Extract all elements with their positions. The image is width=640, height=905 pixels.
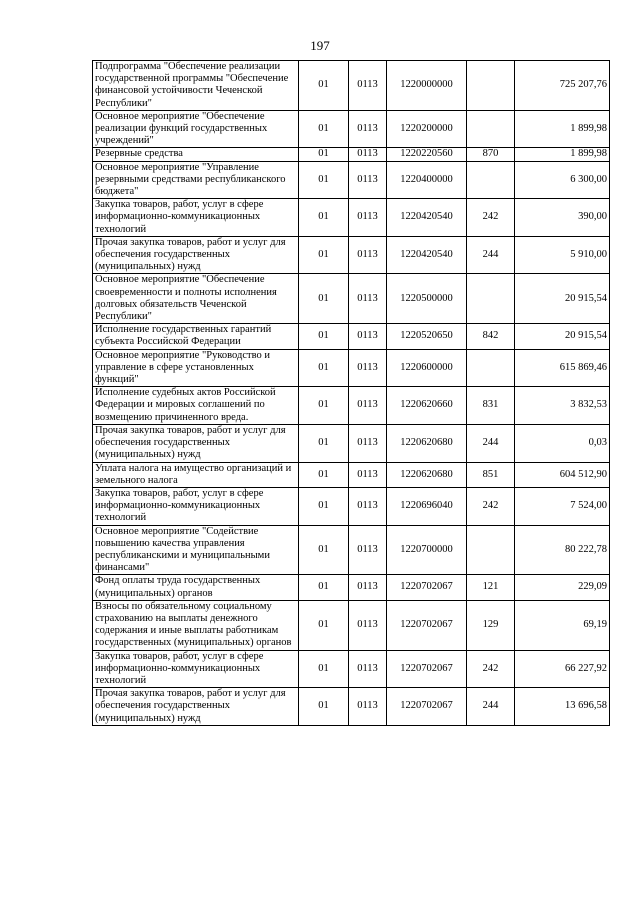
section-code-cell: 01 (299, 324, 349, 349)
table-row (93, 650, 610, 688)
table-row (93, 236, 610, 274)
subsection-code-cell: 0113 (349, 349, 387, 387)
section-code-cell: 01 (299, 487, 349, 525)
section-code-cell: 01 (299, 462, 349, 487)
target-article-cell: 1220520650 (387, 324, 467, 349)
expense-type-cell (467, 349, 515, 387)
expense-type-cell: 831 (467, 387, 515, 425)
expense-type-cell (467, 161, 515, 199)
expense-type-cell: 870 (467, 148, 515, 161)
expense-type-cell: 121 (467, 575, 515, 600)
subsection-code-cell: 0113 (349, 61, 387, 111)
target-article-cell: 1220620660 (387, 387, 467, 425)
subsection-code-cell: 0113 (349, 462, 387, 487)
expense-type-cell: 244 (467, 424, 515, 462)
amount-cell: 66 227,92 (515, 650, 610, 688)
target-article-cell: 1220702067 (387, 650, 467, 688)
section-code-cell: 01 (299, 424, 349, 462)
subsection-code-cell: 0113 (349, 110, 387, 148)
expense-type-cell: 242 (467, 199, 515, 237)
amount-cell: 69,19 (515, 600, 610, 650)
section-code-cell: 01 (299, 236, 349, 274)
target-article-cell: 1220500000 (387, 274, 467, 324)
section-code-cell: 01 (299, 61, 349, 111)
expense-name-cell: Исполнение государственных гарантий субъекта Российской Федерации (93, 324, 299, 349)
amount-cell: 390,00 (515, 199, 610, 237)
target-article-cell: 1220620680 (387, 424, 467, 462)
section-code-cell: 01 (299, 650, 349, 688)
subsection-code-cell: 0113 (349, 324, 387, 349)
expense-name-cell: Подпрограмма "Обеспечение реализации государственной программы "Обеспечение финансовой устойчивости Чеченской Республики" (93, 61, 299, 111)
amount-cell: 20 915,54 (515, 324, 610, 349)
expense-name-cell: Основное мероприятие "Управление резервными средствами республиканского бюджета" (93, 161, 299, 199)
expense-name-cell: Основное мероприятие "Содействие повышению качества управления республиканскими и муниципальными финансами" (93, 525, 299, 575)
expense-name-cell: Фонд оплаты труда государственных (муниципальных) органов (93, 575, 299, 600)
section-code-cell: 01 (299, 110, 349, 148)
amount-cell: 604 512,90 (515, 462, 610, 487)
section-code-cell: 01 (299, 688, 349, 726)
expense-type-cell: 242 (467, 487, 515, 525)
expense-type-cell (467, 110, 515, 148)
table-row (93, 274, 610, 324)
target-article-cell: 1220420540 (387, 199, 467, 237)
table-row (93, 148, 610, 161)
subsection-code-cell: 0113 (349, 236, 387, 274)
target-article-cell: 1220702067 (387, 688, 467, 726)
expense-name-cell: Закупка товаров, работ, услуг в сфере информационно-коммуникационных технологий (93, 650, 299, 688)
amount-cell: 0,03 (515, 424, 610, 462)
target-article-cell: 1220400000 (387, 161, 467, 199)
section-code-cell: 01 (299, 575, 349, 600)
expense-name-cell: Основное мероприятие "Обеспечение своевременности и полноты исполнения долговых обязательств Чеченской Республики" (93, 274, 299, 324)
expense-type-cell: 242 (467, 650, 515, 688)
amount-cell: 1 899,98 (515, 110, 610, 148)
target-article-cell: 1220702067 (387, 600, 467, 650)
target-article-cell: 1220220560 (387, 148, 467, 161)
subsection-code-cell: 0113 (349, 575, 387, 600)
expense-name-cell: Резервные средства (93, 148, 299, 161)
budget-table (92, 60, 610, 726)
target-article-cell: 1220696040 (387, 487, 467, 525)
page-number: 197 (310, 38, 330, 53)
table-row (93, 424, 610, 462)
expense-type-cell (467, 525, 515, 575)
amount-cell: 1 899,98 (515, 148, 610, 161)
table-row (93, 324, 610, 349)
expense-name-cell: Закупка товаров, работ, услуг в сфере информационно-коммуникационных технологий (93, 199, 299, 237)
expense-name-cell: Взносы по обязательному социальному страхованию на выплаты денежного содержания и иные выплаты работникам государственных (муниципальных) органов (93, 600, 299, 650)
table-row (93, 575, 610, 600)
table-row (93, 487, 610, 525)
section-code-cell: 01 (299, 161, 349, 199)
expense-name-cell: Прочая закупка товаров, работ и услуг для обеспечения государственных (муниципальных) нужд (93, 236, 299, 274)
expense-type-cell: 129 (467, 600, 515, 650)
expense-name-cell: Уплата налога на имущество организаций и земельного налога (93, 462, 299, 487)
table-row (93, 161, 610, 199)
subsection-code-cell: 0113 (349, 199, 387, 237)
expense-name-cell: Исполнение судебных актов Российской Федерации и мировых соглашений по возмещению причиненного вреда. (93, 387, 299, 425)
subsection-code-cell: 0113 (349, 525, 387, 575)
expense-name-cell: Основное мероприятие "Руководство и управление в сфере установленных функций" (93, 349, 299, 387)
target-article-cell: 1220200000 (387, 110, 467, 148)
subsection-code-cell: 0113 (349, 424, 387, 462)
section-code-cell: 01 (299, 600, 349, 650)
amount-cell: 6 300,00 (515, 161, 610, 199)
amount-cell: 7 524,00 (515, 487, 610, 525)
subsection-code-cell: 0113 (349, 274, 387, 324)
table-row (93, 349, 610, 387)
section-code-cell: 01 (299, 525, 349, 575)
target-article-cell: 1220600000 (387, 349, 467, 387)
subsection-code-cell: 0113 (349, 600, 387, 650)
table-row (93, 688, 610, 726)
target-article-cell: 1220700000 (387, 525, 467, 575)
section-code-cell: 01 (299, 387, 349, 425)
budget-table-body (93, 61, 610, 726)
subsection-code-cell: 0113 (349, 161, 387, 199)
expense-type-cell: 244 (467, 688, 515, 726)
subsection-code-cell: 0113 (349, 387, 387, 425)
amount-cell: 3 832,53 (515, 387, 610, 425)
target-article-cell: 1220000000 (387, 61, 467, 111)
expense-name-cell: Основное мероприятие "Обеспечение реализации функций государственных учреждений" (93, 110, 299, 148)
table-row (93, 462, 610, 487)
expense-name-cell: Закупка товаров, работ, услуг в сфере информационно-коммуникационных технологий (93, 487, 299, 525)
target-article-cell: 1220620680 (387, 462, 467, 487)
amount-cell: 615 869,46 (515, 349, 610, 387)
subsection-code-cell: 0113 (349, 688, 387, 726)
section-code-cell: 01 (299, 274, 349, 324)
amount-cell: 725 207,76 (515, 61, 610, 111)
table-row (93, 387, 610, 425)
expense-type-cell (467, 274, 515, 324)
table-row (93, 600, 610, 650)
amount-cell: 80 222,78 (515, 525, 610, 575)
table-row (93, 110, 610, 148)
amount-cell: 229,09 (515, 575, 610, 600)
section-code-cell: 01 (299, 349, 349, 387)
expense-type-cell: 851 (467, 462, 515, 487)
section-code-cell: 01 (299, 148, 349, 161)
target-article-cell: 1220420540 (387, 236, 467, 274)
section-code-cell: 01 (299, 199, 349, 237)
expense-name-cell: Прочая закупка товаров, работ и услуг для обеспечения государственных (муниципальных) нужд (93, 424, 299, 462)
subsection-code-cell: 0113 (349, 487, 387, 525)
amount-cell: 20 915,54 (515, 274, 610, 324)
table-row (93, 61, 610, 111)
expense-type-cell (467, 61, 515, 111)
subsection-code-cell: 0113 (349, 650, 387, 688)
amount-cell: 13 696,58 (515, 688, 610, 726)
expense-name-cell: Прочая закупка товаров, работ и услуг для обеспечения государственных (муниципальных) нужд (93, 688, 299, 726)
table-row (93, 525, 610, 575)
expense-type-cell: 244 (467, 236, 515, 274)
target-article-cell: 1220702067 (387, 575, 467, 600)
amount-cell: 5 910,00 (515, 236, 610, 274)
table-row (93, 199, 610, 237)
expense-type-cell: 842 (467, 324, 515, 349)
subsection-code-cell: 0113 (349, 148, 387, 161)
